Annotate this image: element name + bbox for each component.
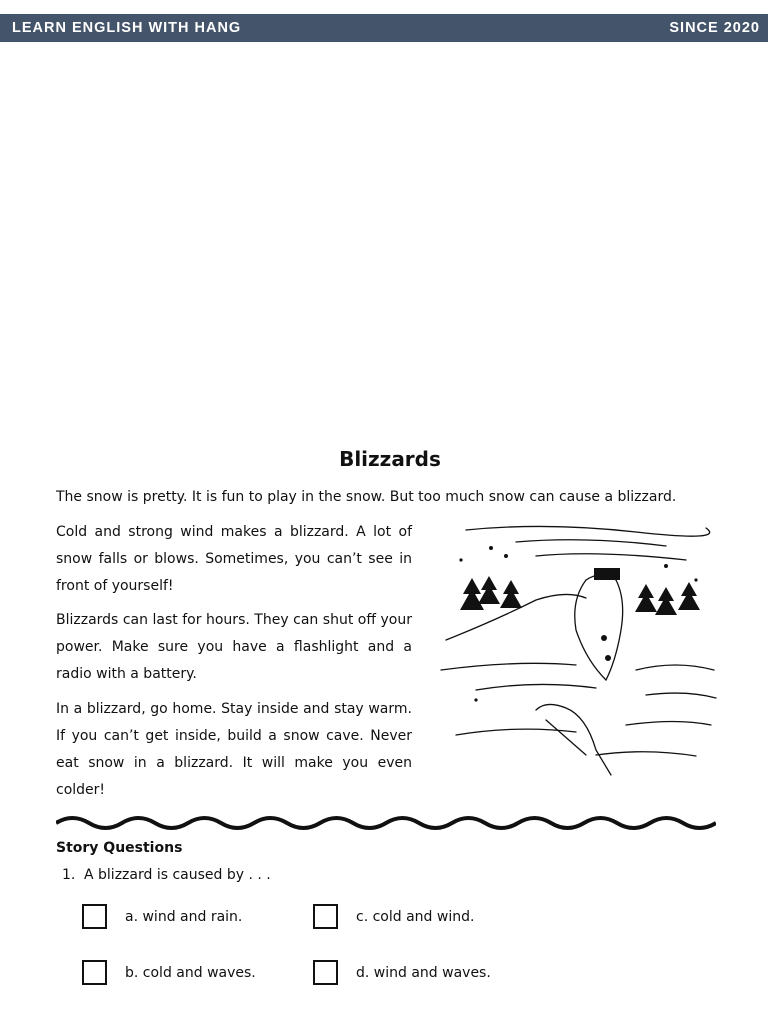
option-b	[82, 960, 256, 985]
questions-heading: Story Questions	[56, 840, 183, 856]
option-d	[313, 960, 491, 985]
story-paragraph: Cold and strong wind makes a blizzard. A lot of snow falls or blows. Sometimes, you can’t see in front of yourself!	[56, 524, 412, 594]
option-label: d. wind and waves.	[356, 964, 491, 981]
answer-checkbox-d[interactable]	[313, 960, 338, 985]
story-paragraph: Blizzards can last for hours. They can shut off your power. Make sure you have a flashlight and a radio with a battery.	[56, 612, 412, 682]
option-label: a. wind and rain.	[125, 908, 243, 925]
option-label: c. cold and wind.	[356, 908, 475, 925]
option-c	[313, 904, 474, 929]
story-intro: The snow is pretty. It is fun to play in the snow. But too much snow can cause a blizzard.	[56, 489, 677, 505]
question-1	[62, 867, 271, 883]
blizzard-illustration	[436, 520, 720, 790]
header-banner	[0, 14, 768, 42]
banner-title: LEARN ENGLISH WITH HANG	[12, 20, 242, 36]
answer-checkbox-a[interactable]	[82, 904, 107, 929]
option-label: b. cold and waves.	[125, 964, 256, 981]
option-a	[82, 904, 242, 929]
story-title: Blizzards	[339, 447, 441, 471]
story-paragraph: In a blizzard, go home. Stay inside and stay warm. If you can’t get inside, build a snow cave. Never eat snow in a blizzard. It will make you even colder!	[56, 701, 412, 798]
wave-divider	[56, 812, 716, 834]
answer-checkbox-b[interactable]	[82, 960, 107, 985]
question-number: 1.	[62, 867, 76, 883]
answer-checkbox-c[interactable]	[313, 904, 338, 929]
banner-since: SINCE 2020	[669, 20, 760, 36]
question-text: A blizzard is caused by . . .	[84, 867, 271, 883]
